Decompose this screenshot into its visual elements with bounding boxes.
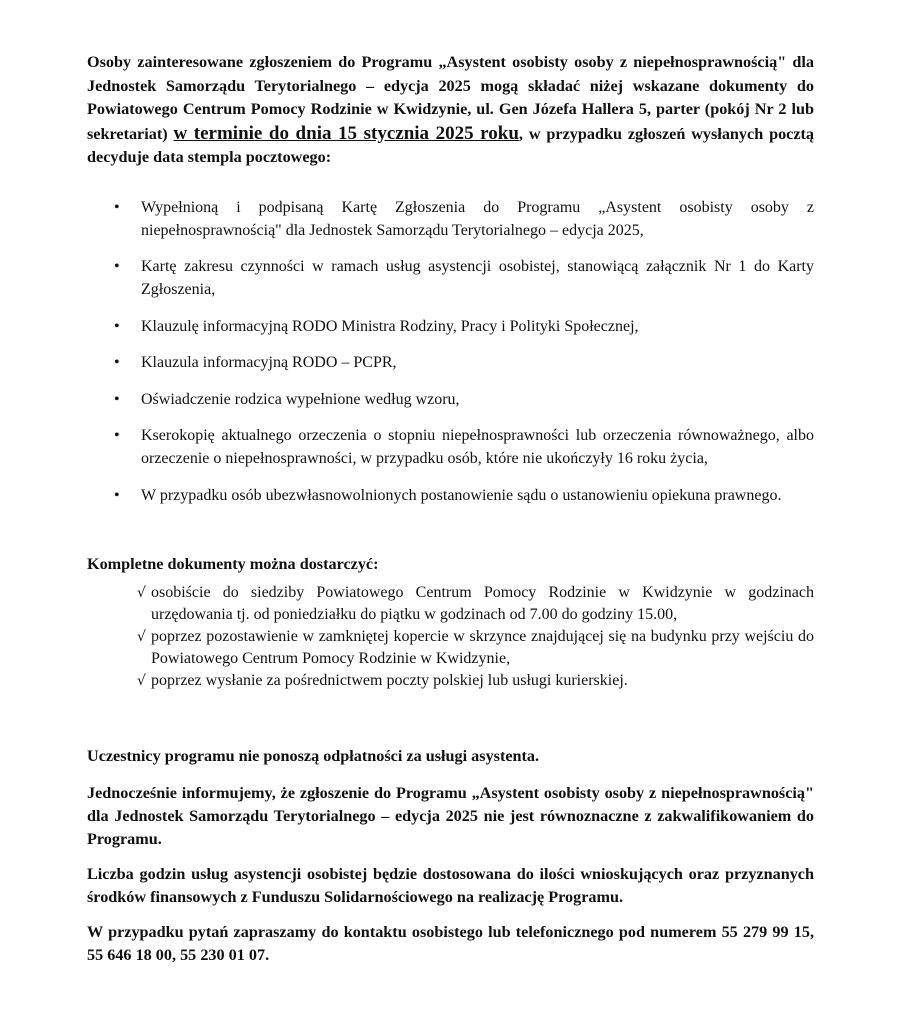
- delivery-option-text: osobiście do siedziby Powiatowego Centrum Pomocy Rodzinie w Kwidzynie w godzinach urzędowania tj. od poniedziałku do piątku w godzinach od 7.00 do godziny 15.00,: [151, 583, 814, 623]
- list-item: [87, 351, 814, 374]
- bullet-icon: •: [114, 427, 120, 444]
- hours-note: Liczba godzin usług asystencji osobistej będzie dostosowana do ilości wnioskujących oraz przyznanych środków finansowych z Funduszu Solidarnościowego na realizację Programu.: [87, 864, 814, 906]
- bullet-icon: •: [114, 198, 120, 216]
- list-item: [87, 315, 814, 338]
- checkmark-icon: √: [137, 584, 146, 601]
- document-item-text: Kartę zakresu czynności w ramach usług asystencji osobistej, stanowiącą załącznik Nr 1 do Karty Zgłoszenia,: [141, 258, 814, 298]
- document-item-text: Oświadczenie rodzica wypełnione według wzoru,: [141, 390, 460, 408]
- intro-text: Osoby zainteresowane zgłoszeniem do Programu „Asystent osobisty osoby z niepełnosprawnością" dla Jednostek Samorządu Terytorialnego – edycja 2025 mogą składać niżej wskazane dokumenty do Powiatowego Centrum Pomocy Rodzinie w Kwidzynie, ul. Gen Józefa Hallera 5, parter (pokój Nr 2 lub sekretariat): [87, 53, 814, 143]
- list-item: [87, 424, 814, 470]
- intro-paragraph: [87, 51, 814, 170]
- bullet-icon: •: [114, 354, 120, 371]
- list-item: [87, 582, 814, 626]
- list-item: [87, 626, 814, 670]
- list-item: [87, 388, 814, 411]
- delivery-options-list: [87, 582, 814, 692]
- bullet-icon: •: [114, 390, 120, 408]
- list-item: [87, 196, 814, 242]
- delivery-heading: Kompletne dokumenty można dostarczyć:: [87, 554, 379, 573]
- list-item: [87, 670, 814, 692]
- bullet-icon: •: [114, 486, 120, 504]
- list-item: [87, 255, 814, 301]
- bullet-icon: •: [114, 317, 120, 335]
- document-item-text: Kserokopię aktualnego orzeczenia o stopniu niepełnosprawności lub orzeczenia równoważnego, albo orzeczenie o niepełnosprawności, w przypadku osób, które nie ukończyły 16 roku życia,: [141, 427, 814, 467]
- delivery-option-text: poprzez wysłanie za pośrednictwem poczty polskiej lub usługi kurierskiej.: [151, 671, 628, 689]
- list-item: [87, 484, 814, 507]
- no-fees-note: Uczestnicy programu nie ponoszą odpłatności za usługi asystenta.: [87, 746, 540, 765]
- announcement-document: [87, 51, 814, 967]
- checkmark-icon: √: [137, 672, 146, 689]
- contact-note: W przypadku pytań zapraszamy do kontaktu osobistego lub telefonicznego pod numerem 55 279 99 15, 55 646 18 00, 55 230 01 07.: [87, 922, 814, 964]
- document-item-text: W przypadku osób ubezwłasnowolnionych postanowienie sądu o ustanowieniu opiekuna prawnego.: [141, 486, 782, 504]
- intro-postal-note: , w przypadku zgłoszeń wysłanych pocztą decyduje data stempla pocztowego:: [87, 124, 815, 166]
- document-item-text: Klauzulę informacyjną RODO Ministra Rodziny, Pracy i Polityki Społecznej,: [141, 317, 639, 335]
- required-documents-list: [87, 196, 814, 507]
- qualification-note: Jednocześnie informujemy, że zgłoszenie do Programu „Asystent osobisty osoby z niepełnosprawnością" dla Jednostek Samorządu Terytorialnego – edycja 2025 nie jest równoznaczne z zakwalifikowaniem do Programu.: [87, 783, 814, 848]
- delivery-option-text: poprzez pozostawienie w zamkniętej kopercie w skrzynce znajdującej się na budynku przy wejściu do Powiatowego Centrum Pomocy Rodzinie w Kwidzynie,: [151, 627, 814, 667]
- checkmark-icon: √: [137, 628, 146, 645]
- document-item-text: Wypełnioną i podpisaną Kartę Zgłoszenia do Programu „Asystent osobisty osoby z niepełnosprawnością" dla Jednostek Samorządu Terytorialnego – edycja 2025,: [141, 198, 814, 239]
- bullet-icon: •: [114, 258, 120, 275]
- deadline-text: w terminie do dnia 15 stycznia 2025 roku: [173, 122, 519, 144]
- document-item-text: Klauzula informacyjną RODO – PCPR,: [141, 354, 397, 371]
